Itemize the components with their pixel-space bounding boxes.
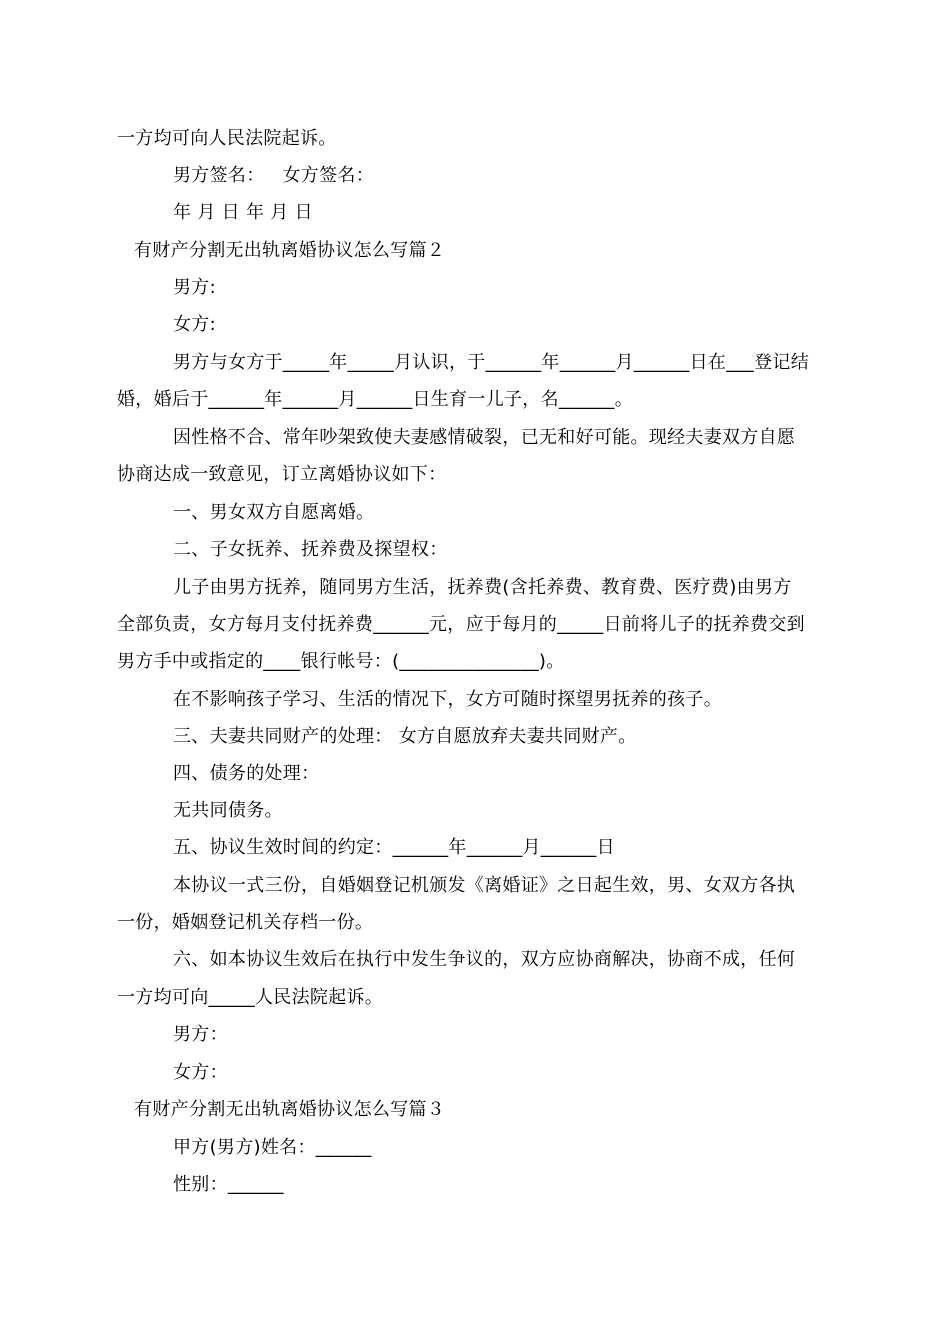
signature-line (0, 157, 950, 194)
paragraph-line: 因性格不合、常年吵架致使夫妻感情破裂，已无和好可能。现经夫妻双方自愿 (173, 427, 796, 448)
male-signature-label: 男方签名： (173, 165, 265, 186)
male-party-label: 男方： (173, 1024, 228, 1045)
female-signature-label: 女方签名： (282, 165, 374, 186)
field-line: 甲方(男方)姓名：______ (173, 1137, 372, 1158)
section-heading: 有财产分割无出轨离婚协议怎么写篇３ (134, 1099, 446, 1120)
clause-item: 二、子女抚养、抚养费及探望权： (173, 539, 448, 560)
clause-item: 六、如本协议生效后在执行中发生争议的，双方应协商解决，协商不成，任何 (173, 949, 796, 970)
paragraph-line: 一方均可向_____人民法院起诉。 (117, 987, 384, 1008)
paragraph-line: 一方均可向人民法院起诉。 (117, 128, 337, 149)
paragraph-line: 男方手中或指定的____银行帐号：(_______________)。 (117, 651, 565, 672)
paragraph-line: 全部负责，女方每月支付抚养费______元，应于每月的_____日前将儿子的抚养费交到 (117, 614, 805, 635)
field-line: 性别：______ (173, 1174, 284, 1195)
section-heading: 有财产分割无出轨离婚协议怎么写篇２ (134, 240, 446, 261)
clause-item: 一、男女双方自愿离婚。 (173, 502, 375, 523)
clause-item: 三、夫妻共同财产的处理： 女方自愿放弃夫妻共同财产。 (173, 726, 637, 747)
female-party-label: 女方： (173, 1062, 228, 1083)
female-party-label: 女方: (173, 314, 216, 335)
paragraph-line: 男方与女方于_____年_____月认识，于______年______月______日在___登记结 (173, 352, 809, 373)
paragraph-line: 一份，婚姻登记机关存档一份。 (117, 912, 374, 933)
paragraph-line: 本协议一式三份，自婚姻登记机颁发《离婚证》之日起生效，男、女双方各执 (173, 875, 796, 896)
clause-item: 四、债务的处理： (173, 763, 320, 784)
paragraph-line: 无共同债务。 (173, 800, 283, 821)
paragraph-line: 协商达成一致意见，订立离婚协议如下： (117, 464, 447, 485)
paragraph-line: 在不影响孩子学习、生活的情况下，女方可随时探望男抚养的孩子。 (173, 689, 722, 710)
clause-item: 五、协议生效时间的约定：______年______月______日 (173, 837, 615, 858)
paragraph-line: 婚，婚后于______年______月______日生育一儿子，名______。 (117, 389, 633, 410)
male-party-label: 男方: (173, 277, 216, 298)
date-line: 年 月 日 年 月 日 (173, 202, 313, 223)
paragraph-line: 儿子由男方抚养，随同男方生活，抚养费(含托养费、教育费、医疗费)由男方 (173, 577, 792, 598)
